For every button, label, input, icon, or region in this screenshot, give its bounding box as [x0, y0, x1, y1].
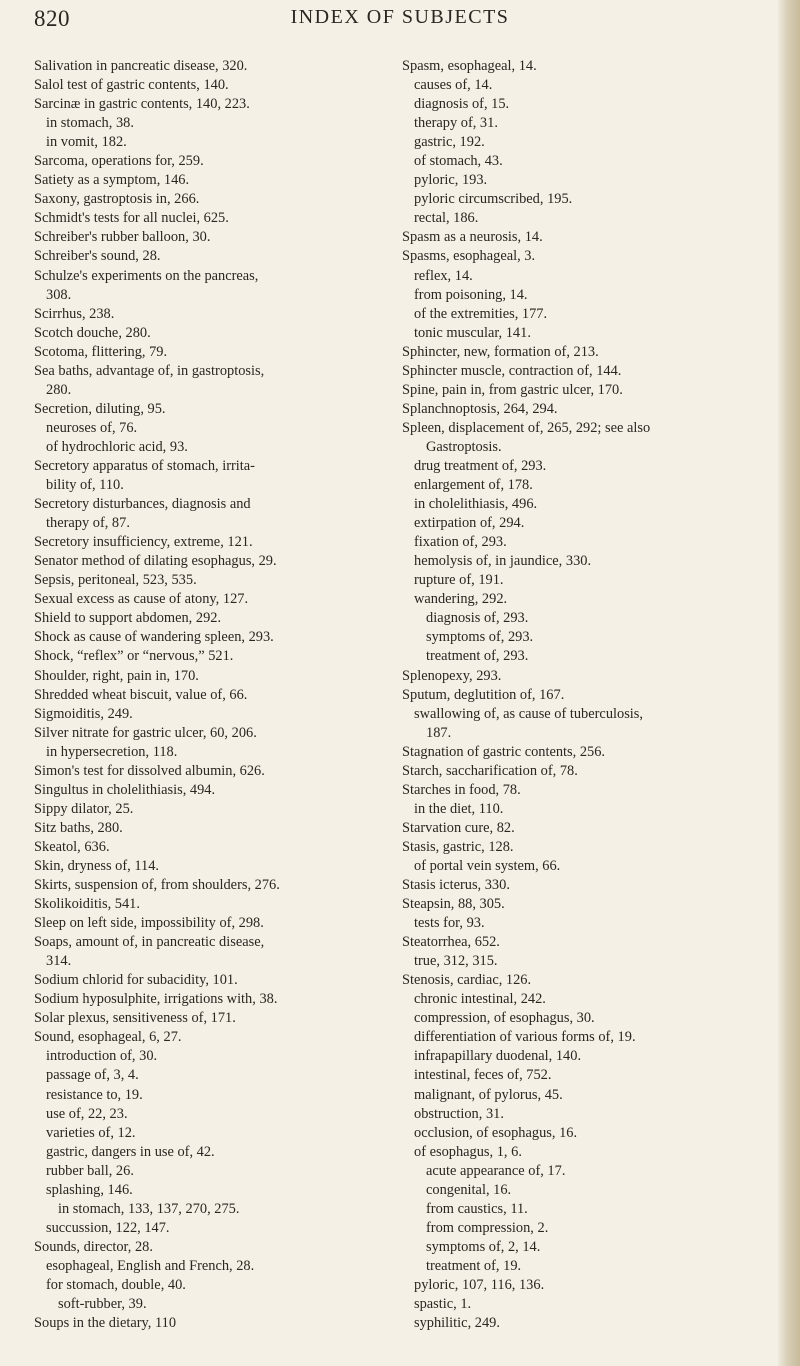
index-subentry: symptoms of, 293. — [426, 629, 534, 646]
index-heading-entry: Sounds, director, 28. — [34, 1238, 153, 1255]
index-subentry: wandering, 292. — [414, 591, 508, 608]
index-heading-entry: Salol test of gastric contents, 140. — [34, 77, 229, 94]
index-subentry: diagnosis of, 15. — [414, 96, 510, 113]
page-header — [34, 6, 766, 42]
index-heading-entry: Scotoma, flittering, 79. — [34, 343, 168, 360]
index-heading-entry: Simon's test for dissolved albumin, 626. — [34, 762, 265, 779]
index-subentry: tonic muscular, 141. — [414, 324, 531, 341]
index-heading-entry: Sippy dilator, 25. — [34, 800, 134, 817]
index-subentry: from caustics, 11. — [426, 1200, 528, 1217]
index-heading-entry: Sodium hyposulphite, irrigations with, 38. — [34, 991, 278, 1008]
index-subentry: symptoms of, 2, 14. — [426, 1238, 541, 1255]
index-heading-entry: Sound, esophageal, 6, 27. — [34, 1029, 182, 1046]
index-subentry: rubber ball, 26. — [46, 1162, 134, 1179]
index-heading-entry: Splanchnoptosis, 264, 294. — [402, 400, 558, 417]
index-heading-entry: Secretory insufficiency, extreme, 121. — [34, 534, 253, 551]
index-subentry: resistance to, 19. — [46, 1086, 143, 1103]
index-subentry: succussion, 122, 147. — [46, 1219, 170, 1236]
index-heading-entry: Shock as cause of wandering spleen, 293. — [34, 629, 274, 646]
index-subentry: congenital, 16. — [426, 1181, 512, 1198]
index-heading-entry: Sphincter muscle, contraction of, 144. — [402, 362, 622, 379]
index-heading-entry: Stenosis, cardiac, 126. — [402, 972, 532, 989]
index-subentry: of stomach, 43. — [414, 153, 503, 170]
index-subentry: fixation of, 293. — [414, 534, 507, 551]
index-heading-entry: Starvation cure, 82. — [402, 819, 515, 836]
index-heading-entry: Shoulder, right, pain in, 170. — [34, 667, 199, 684]
index-subentry: of portal vein system, 66. — [414, 857, 561, 874]
index-heading-entry: Soups in the dietary, 110 — [34, 1315, 177, 1332]
index-heading-entry: Salivation in pancreatic disease, 320. — [34, 58, 248, 74]
index-subentry: treatment of, 19. — [426, 1257, 522, 1274]
index-subentry: 308. — [46, 286, 72, 303]
index-subentry: of the extremities, 177. — [414, 305, 548, 322]
index-heading-entry: Singultus in cholelithiasis, 494. — [34, 781, 216, 798]
index-heading-entry: Stagnation of gastric contents, 256. — [402, 743, 606, 760]
index-heading-entry: Schreiber's sound, 28. — [34, 248, 161, 265]
index-subentry: use of, 22, 23. — [46, 1105, 128, 1122]
index-subentry: 187. — [426, 724, 452, 741]
index-subentry: therapy of, 87. — [46, 515, 130, 532]
index-heading-entry: Sexual excess as cause of atony, 127. — [34, 591, 249, 608]
index-subentry: reflex, 14. — [414, 267, 473, 284]
index-heading-entry: Spasm as a neurosis, 14. — [402, 229, 543, 246]
index-heading-entry: Schreiber's rubber balloon, 30. — [34, 229, 211, 246]
index-subentry: acute appearance of, 17. — [426, 1162, 566, 1179]
index-subentry: 314. — [46, 953, 72, 970]
index-subentry: gastric, dangers in use of, 42. — [46, 1143, 215, 1160]
index-subentry: in hypersecretion, 118. — [46, 743, 178, 760]
index-heading-entry: Sphincter, new, formation of, 213. — [402, 343, 599, 360]
index-subentry: in stomach, 133, 137, 270, 275. — [58, 1200, 240, 1217]
index-heading-entry: Stasis, gastric, 128. — [402, 838, 514, 855]
index-subentry: rectal, 186. — [414, 210, 479, 227]
index-subentry: varieties of, 12. — [46, 1124, 136, 1141]
index-heading-entry: Schulze's experiments on the pancreas, — [34, 267, 259, 284]
index-heading-entry: Steatorrhea, 652. — [402, 934, 500, 951]
index-subentry: neuroses of, 76. — [46, 419, 138, 436]
index-heading-entry: Steapsin, 88, 305. — [402, 896, 505, 913]
index-subentry: enlargement of, 178. — [414, 477, 533, 494]
page-number: 820 — [34, 6, 70, 31]
index-heading-entry: Schmidt's tests for all nuclei, 625. — [34, 210, 229, 227]
page-title: INDEX OF SUBJECTS — [290, 6, 510, 28]
index-heading-entry: Skeatol, 636. — [34, 838, 110, 855]
index-subentry: spastic, 1. — [414, 1296, 472, 1313]
index-heading-entry: Saxony, gastroptosis in, 266. — [34, 191, 200, 208]
index-heading-entry: Shield to support abdomen, 292. — [34, 610, 222, 627]
index-subentry: causes of, 14. — [414, 77, 493, 94]
index-subentry: esophageal, English and French, 28. — [46, 1257, 255, 1274]
index-heading-entry: Secretory disturbances, diagnosis and — [34, 496, 251, 513]
index-heading-entry: Spasms, esophageal, 3. — [402, 248, 536, 265]
index-heading-entry: Starch, saccharification of, 78. — [402, 762, 578, 779]
index-subentry: true, 312, 315. — [414, 953, 498, 970]
index-subentry: in vomit, 182. — [46, 134, 127, 151]
index-column-right — [402, 57, 774, 1333]
index-heading-entry: Secretory apparatus of stomach, irrita- — [34, 457, 255, 474]
page-edge — [778, 0, 800, 1366]
index-subentry: bility of, 110. — [46, 477, 124, 494]
index-subentry: differentiation of various forms of, 19. — [414, 1029, 636, 1046]
index-subentry: swallowing of, as cause of tuberculosis, — [414, 705, 643, 722]
index-heading-entry: Spine, pain in, from gastric ulcer, 170. — [402, 381, 623, 398]
index-subentry: Gastroptosis. — [426, 438, 502, 455]
index-heading-entry: Scirrhus, 238. — [34, 305, 115, 322]
index-subentry: treatment of, 293. — [426, 648, 529, 665]
index-heading-entry: Sepsis, peritoneal, 523, 535. — [34, 572, 197, 589]
index-subentry: for stomach, double, 40. — [46, 1277, 186, 1293]
index-subentry: splashing, 146. — [46, 1181, 133, 1198]
index-subentry: of hydrochloric acid, 93. — [46, 438, 188, 455]
index-subentry: malignant, of pylorus, 45. — [414, 1086, 563, 1103]
index-subentry: extirpation of, 294. — [414, 515, 525, 532]
index-heading-entry: Spleen, displacement of, 265, 292; see also — [402, 419, 651, 436]
index-subentry: hemolysis of, in jaundice, 330. — [414, 553, 592, 570]
index-heading-entry: Stasis icterus, 330. — [402, 877, 510, 894]
index-subentry: infrapapillary duodenal, 140. — [414, 1048, 582, 1065]
index-subentry: 280. — [46, 381, 72, 398]
index-subentry: therapy of, 31. — [414, 115, 498, 132]
index-heading-entry: Soaps, amount of, in pancreatic disease, — [34, 934, 265, 951]
index-heading-entry: Satiety as a symptom, 146. — [34, 172, 190, 189]
index-heading-entry: Starches in food, 78. — [402, 781, 521, 798]
index-heading-entry: Senator method of dilating esophagus, 29. — [34, 553, 277, 570]
index-heading-entry: Secretion, diluting, 95. — [34, 400, 166, 417]
index-subentry: in the diet, 110. — [414, 800, 504, 817]
index-subentry: of esophagus, 1, 6. — [414, 1143, 522, 1160]
index-subentry: intestinal, feces of, 752. — [414, 1067, 552, 1084]
index-heading-entry: Scotch douche, 280. — [34, 324, 151, 341]
index-subentry: passage of, 3, 4. — [46, 1067, 139, 1084]
index-subentry: soft-rubber, 39. — [58, 1296, 147, 1313]
index-heading-entry: Shock, “reflex” or “nervous,” 521. — [34, 648, 234, 665]
index-subentry: obstruction, 31. — [414, 1105, 504, 1122]
index-subentry: compression, of esophagus, 30. — [414, 1010, 595, 1027]
index-subentry: from compression, 2. — [426, 1219, 549, 1236]
index-heading-entry: Sarcinæ in gastric contents, 140, 223. — [34, 96, 250, 113]
index-heading-entry: Sarcoma, operations for, 259. — [34, 153, 204, 170]
index-heading-entry: Solar plexus, sensitiveness of, 171. — [34, 1010, 236, 1027]
index-subentry: gastric, 192. — [414, 134, 485, 151]
index-heading-entry: Sigmoiditis, 249. — [34, 705, 133, 722]
index-subentry: pyloric, 107, 116, 136. — [414, 1277, 545, 1293]
index-heading-entry: Skolikoiditis, 541. — [34, 896, 140, 913]
index-subentry: chronic intestinal, 242. — [414, 991, 546, 1008]
index-heading-entry: Skirts, suspension of, from shoulders, 276. — [34, 877, 280, 894]
index-subentry: rupture of, 191. — [414, 572, 504, 589]
index-subentry: in cholelithiasis, 496. — [414, 496, 538, 513]
index-subentry: in stomach, 38. — [46, 115, 134, 132]
index-heading-entry: Sitz baths, 280. — [34, 819, 123, 836]
index-subentry: occlusion, of esophagus, 16. — [414, 1124, 578, 1141]
index-heading-entry: Sodium chlorid for subacidity, 101. — [34, 972, 238, 989]
index-subentry: pyloric, 193. — [414, 172, 488, 189]
index-heading-entry: Sea baths, advantage of, in gastroptosis, — [34, 362, 265, 379]
index-subentry: tests for, 93. — [414, 915, 485, 932]
index-heading-entry: Sputum, deglutition of, 167. — [402, 686, 565, 703]
index-heading-entry: Skin, dryness of, 114. — [34, 857, 159, 874]
index-subentry: syphilitic, 249. — [414, 1315, 500, 1332]
index-heading-entry: Silver nitrate for gastric ulcer, 60, 206. — [34, 724, 257, 741]
index-subentry: diagnosis of, 293. — [426, 610, 529, 627]
index-column-left — [34, 57, 384, 1333]
index-heading-entry: Splenopexy, 293. — [402, 667, 502, 684]
index-heading-entry: Shredded wheat biscuit, value of, 66. — [34, 686, 248, 703]
index-subentry: drug treatment of, 293. — [414, 457, 547, 474]
index-subentry: introduction of, 30. — [46, 1048, 158, 1065]
index-heading-entry: Spasm, esophageal, 14. — [402, 58, 537, 74]
index-subentry: pyloric circumscribed, 195. — [414, 191, 573, 208]
index-subentry: from poisoning, 14. — [414, 286, 528, 303]
index-heading-entry: Sleep on left side, impossibility of, 298. — [34, 915, 264, 932]
